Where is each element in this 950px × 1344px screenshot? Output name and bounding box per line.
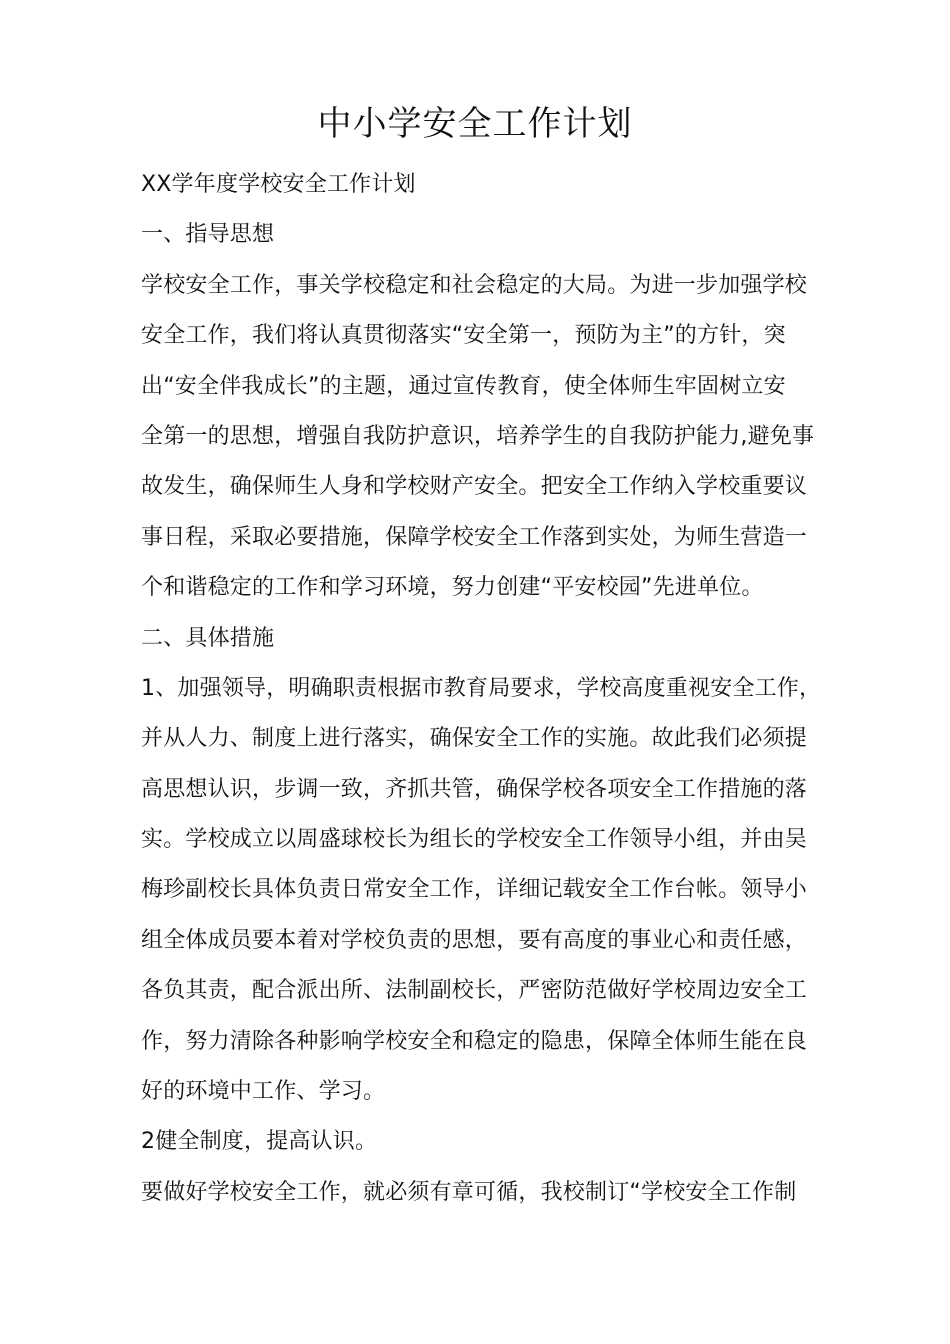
measure-2-paragraph [141,1168,825,1218]
measure-2-heading [141,1117,825,1167]
text-line: 并从人力、制度上进行落实，确保安全工作的实施。故此我们必须提 [141,726,808,752]
text-line: 事日程，采取必要措施，保障学校安全工作落到实处，为师生营造一 [141,524,808,550]
text-line: 组全体成员要本着对学校负责的思想，要有高度的事业心和责任感， [141,927,808,953]
text-line: 全第一的思想，增强自我防护意识，培养学生的自我防护能力,避免事 [141,423,815,449]
text-line: 作，努力清除各种影响学校安全和稳定的隐患，保障全体师生能在良 [141,1028,808,1054]
text-line: 故发生，确保师生人身和学校财产安全。把安全工作纳入学校重要议 [141,474,808,500]
section-heading-guiding-ideology [141,210,825,260]
text-line: 梅珍副校长具体负责日常安全工作，详细记载安全工作台帐。领导小 [141,877,808,903]
section-heading-specific-measures [141,614,825,664]
measure-1-paragraph [141,664,825,1118]
text-line: 一、指导思想 [141,222,275,248]
text-line: 1、加强领导，明确职责根据市教育局要求，学校高度重视安全工作， [141,675,822,701]
text-line: XX学年度学校安全工作计划 [141,172,416,197]
text-line: 2健全制度，提高认识。 [141,1129,378,1155]
text-line: 高思想认识，步调一致，齐抓共管，确保学校各项安全工作措施的落 [141,776,808,802]
text-line: 安全工作，我们将认真贯彻落实“安全第一，预防为主”的方针，突 [141,323,786,349]
text-line: 实。学校成立以周盛球校长为组长的学校安全工作领导小组，并由吴 [141,827,808,853]
guiding-ideology-paragraph [141,261,825,614]
text-line: 二、具体措施 [141,625,275,651]
text-line: 好的环境中工作、学习。 [141,1079,386,1105]
document-body [141,160,825,1218]
text-line: 学校安全工作，事关学校稳定和社会稳定的大局。为进一步加强学校 [141,272,808,298]
text-line: 各负其责，配合派出所、法制副校长，严密防范做好学校周边安全工 [141,978,808,1004]
text-line: 出“安全伴我成长”的主题，通过宣传教育，使全体师生牢固树立安 [141,373,786,399]
document-title: 中小学安全工作计划 [317,104,633,144]
text-line: 个和谐稳定的工作和学习环境，努力创建“平安校园”先进单位。 [141,575,764,601]
subtitle-paragraph [141,160,825,210]
text-line: 要做好学校安全工作，就必须有章可循，我校制订“学校安全工作制 [141,1179,797,1205]
